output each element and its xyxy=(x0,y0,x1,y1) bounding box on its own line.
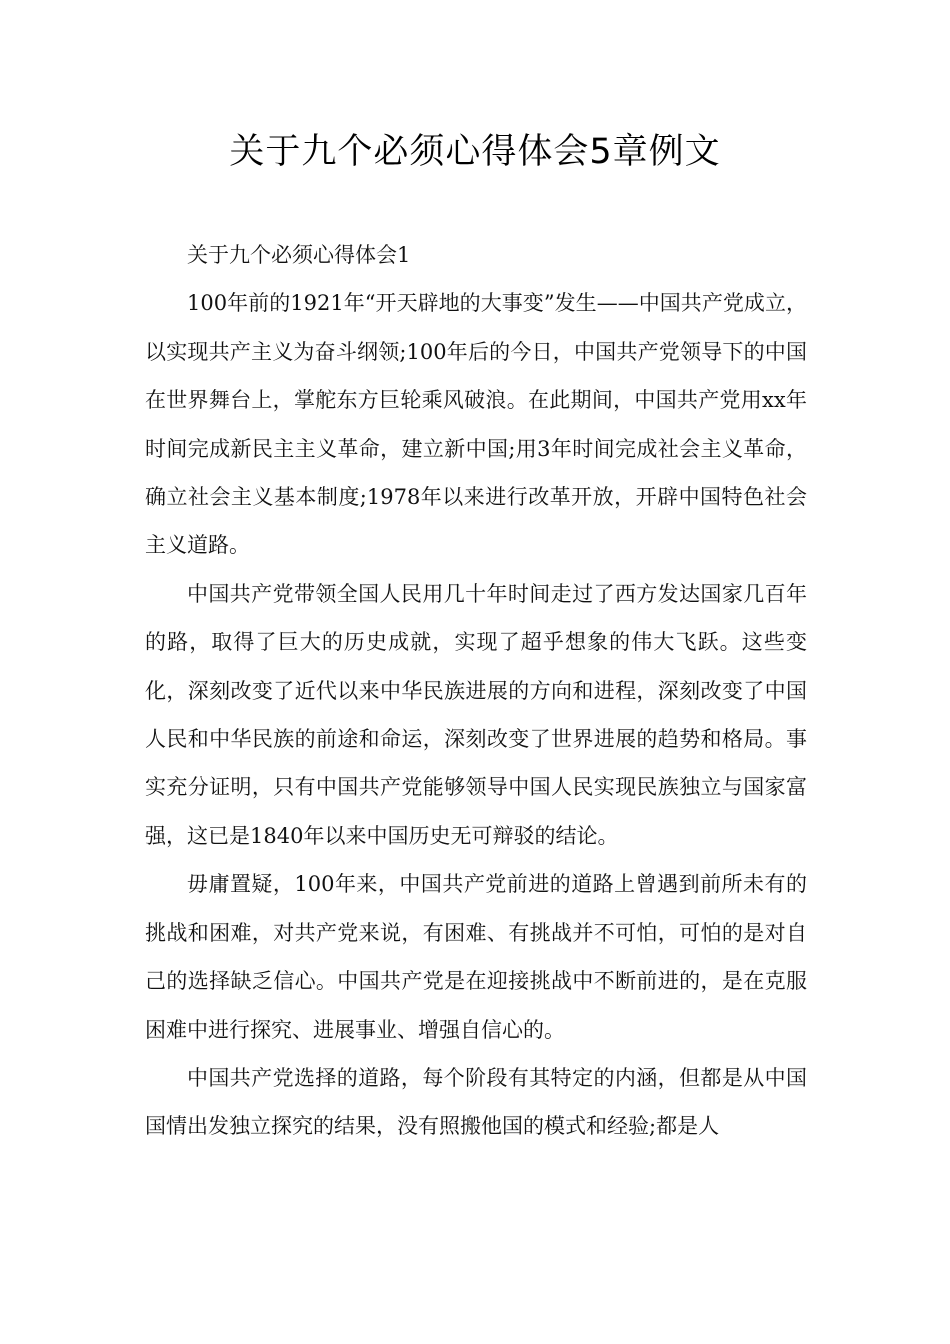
paragraph: 毋庸置疑，100年来，中国共产党前进的道路上曾遇到前所未有的挑战和困难，对共产党来说，有困难、有挑战并不可怕，可怕的是对自己的选择缺乏信心。中国共产党是在迎接挑战中不断前进的，是在克服困难中进行探究、进展事业、增强自信心的。 xyxy=(145,872,807,1042)
paragraph: 中国共产党带领全国人民用几十年时间走过了西方发达国家几百年的路，取得了巨大的历史成就，实现了超乎想象的伟大飞跃。这些变化，深刻改变了近代以来中华民族进展的方向和进程，深刻改变了中国人民和中华民族的前途和命运，深刻改变了世界进展的趋势和格局。事实充分证明，只有中国共产党能够领导中国人民实现民族独立与国家富强，这已是1840年以来中国历史无可辩驳的结论。 xyxy=(145,581,807,848)
document-body xyxy=(145,231,807,1151)
document-title: 关于九个必须心得体会5章例文 xyxy=(229,132,721,172)
paragraph: 100年前的1921年“开天辟地的大事变”发生——中国共产党成立，以实现共产主义为奋斗纲领;100年后的今日，中国共产党领导下的中国在世界舞台上，掌舵东方巨轮乘风破浪。在此期间，中国共产党用xx年时间完成新民主主义革命，建立新中国;用3年时间完成社会主义革命，确立社会主义基本制度;1978年以来进行改革开放，开辟中国特色社会主义道路。 xyxy=(145,291,807,558)
section-heading: 关于九个必须心得体会1 xyxy=(187,243,411,267)
paragraph: 中国共产党选择的道路，每个阶段有其特定的内涵，但都是从中国国情出发独立探究的结果，没有照搬他国的模式和经验;都是人 xyxy=(145,1065,807,1139)
